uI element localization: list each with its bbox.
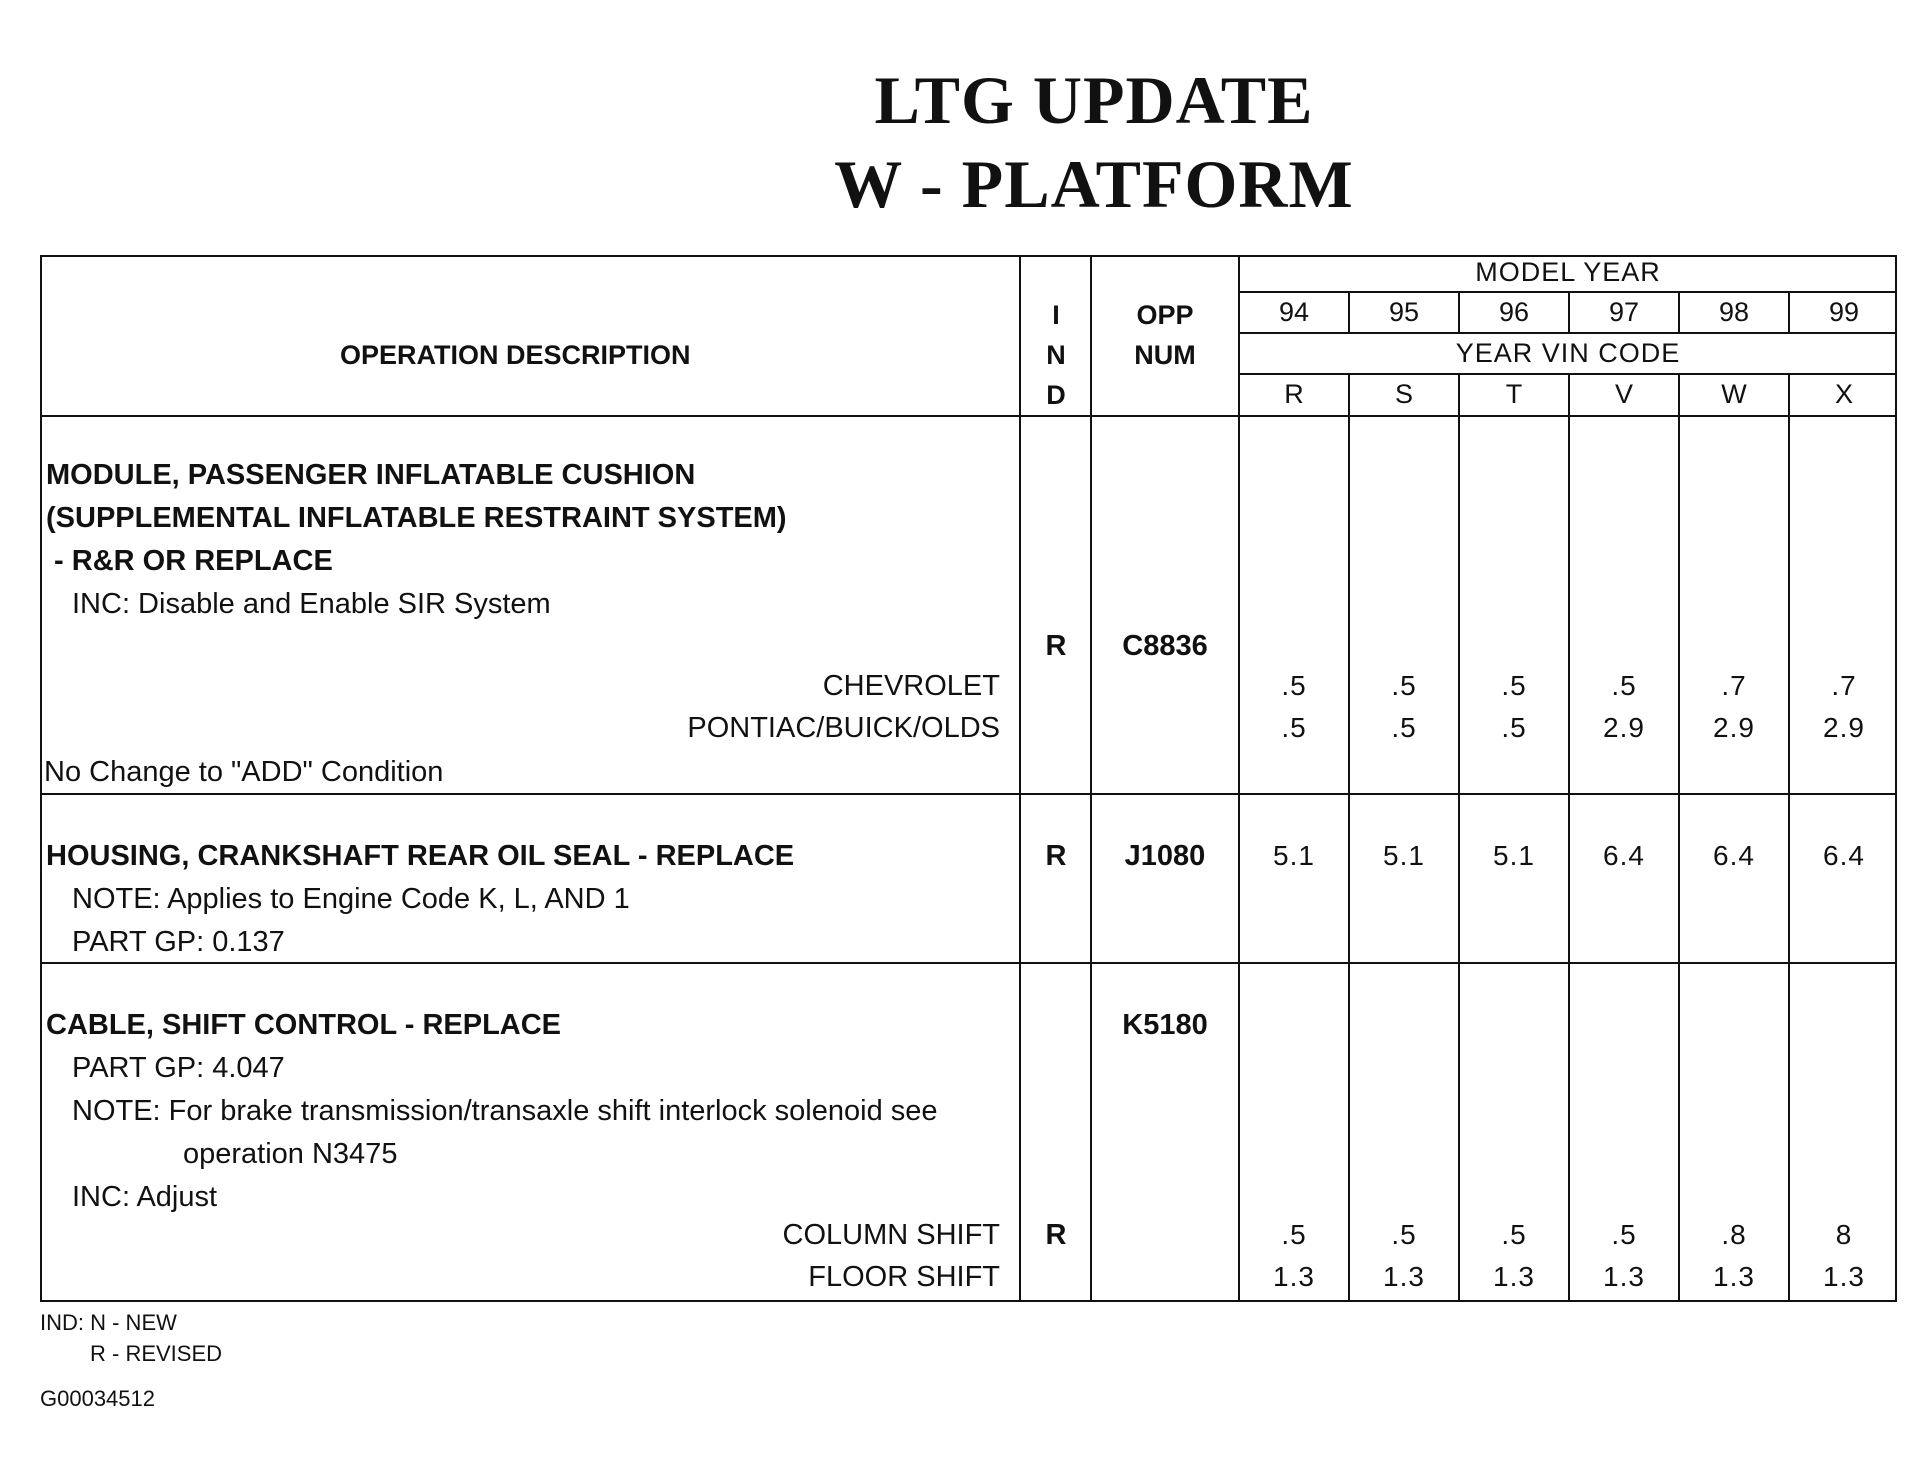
row2-value-95: 5.1 (1383, 840, 1425, 871)
row3-opp-num: K5180 (1122, 1009, 1208, 1041)
row1-sub2-value-94: .5 (1281, 712, 1307, 743)
row1-inc-note: INC: Disable and Enable SIR System (72, 588, 551, 620)
row3-sub1-value-95: .5 (1391, 1219, 1417, 1250)
row1-sub1-value-95: .5 (1391, 670, 1417, 701)
header-year-99: 99 (1828, 297, 1860, 327)
row2-value-96: 5.1 (1493, 840, 1535, 871)
row2-value-97: 6.4 (1603, 840, 1645, 871)
row2-opp-num: J1080 (1124, 840, 1206, 872)
header-year-98: 98 (1718, 297, 1750, 327)
row3-sub2-value-95: 1.3 (1383, 1261, 1425, 1292)
header-num: NUM (1134, 340, 1196, 370)
row1-sub2-value-96: .5 (1501, 712, 1527, 743)
row2-ind: R (1045, 840, 1067, 872)
row2-value-94: 5.1 (1273, 840, 1315, 871)
row1-sub1-value-96: .5 (1501, 670, 1527, 701)
header-year-95: 95 (1388, 297, 1420, 327)
row1-sub1-label: CHEVROLET (822, 670, 1000, 702)
header-model-year: MODEL YEAR (1475, 257, 1661, 287)
row1-sub1-value-98: .7 (1721, 670, 1747, 701)
row1-description-line2: (SUPPLEMENTAL INFLATABLE RESTRAINT SYSTEM) (46, 502, 787, 534)
row3-sub1-label: COLUMN SHIFT (782, 1219, 1000, 1251)
row2-part-gp: PART GP: 0.137 (72, 926, 285, 958)
row1-sub2-value-98: 2.9 (1713, 712, 1755, 743)
row1-description-line3: - R&R OR REPLACE (46, 545, 333, 577)
header-vin-r: R (1284, 379, 1304, 409)
row3-sub1-value-96: .5 (1501, 1219, 1527, 1250)
page-subtitle: W - PLATFORM (834, 146, 1354, 222)
row3-sub1-value-94: .5 (1281, 1219, 1307, 1250)
header-vin-v: V (1614, 379, 1634, 409)
row3-sub2-value-99: 1.3 (1823, 1261, 1865, 1292)
header-year-vin-code: YEAR VIN CODE (1455, 338, 1681, 368)
row1-sub1-value-99: .7 (1831, 670, 1857, 701)
header-year-97: 97 (1608, 297, 1640, 327)
header-ind-letter-1: I (1052, 300, 1060, 330)
header-year-94: 94 (1278, 297, 1310, 327)
page-title: LTG UPDATE (874, 62, 1314, 138)
row3-description-line1: CABLE, SHIFT CONTROL - REPLACE (46, 1009, 562, 1041)
header-year-96: 96 (1498, 297, 1530, 327)
row2-value-98: 6.4 (1713, 840, 1755, 871)
header-vin-w: W (1721, 379, 1747, 409)
row3-sub1-value-99: 8 (1835, 1219, 1853, 1250)
footer-ind-legend-revised: R - REVISED (90, 1341, 223, 1366)
row1-opp-num: C8836 (1122, 630, 1208, 662)
row1-sub2-label: PONTIAC/BUICK/OLDS (687, 712, 1000, 744)
row1-add-condition-note: No Change to "ADD" Condition (44, 756, 444, 788)
row2-note: NOTE: Applies to Engine Code K, L, AND 1 (72, 883, 630, 915)
row2-description-line1: HOUSING, CRANKSHAFT REAR OIL SEAL - REPLACE (46, 840, 795, 872)
row1-sub1-value-97: .5 (1611, 670, 1637, 701)
header-operation-description: OPERATION DESCRIPTION (340, 340, 691, 370)
row3-inc-note: INC: Adjust (72, 1181, 218, 1213)
header-ind-letter-3: D (1046, 380, 1066, 410)
row3-note-continued: operation N3475 (183, 1138, 398, 1170)
row3-part-gp: PART GP: 4.047 (72, 1052, 285, 1084)
row3-sub2-value-97: 1.3 (1603, 1261, 1645, 1292)
row1-sub2-value-95: .5 (1391, 712, 1417, 743)
header-opp: OPP (1136, 300, 1194, 330)
row1-description-line1: MODULE, PASSENGER INFLATABLE CUSHION (46, 459, 696, 491)
row3-ind: R (1045, 1219, 1067, 1251)
header-vin-s: S (1394, 379, 1414, 409)
row3-note: NOTE: For brake transmission/transaxle shift interlock solenoid see (72, 1095, 938, 1127)
row3-sub2-label: FLOOR SHIFT (808, 1261, 1000, 1293)
row3-sub2-value-94: 1.3 (1273, 1261, 1315, 1292)
header-vin-x: X (1834, 379, 1854, 409)
row3-sub1-value-98: .8 (1721, 1219, 1747, 1250)
header-vin-t: T (1505, 379, 1523, 409)
row3-sub1-value-97: .5 (1611, 1219, 1637, 1250)
footer-ind-legend-new: IND: N - NEW (40, 1310, 177, 1335)
row1-sub2-value-97: 2.9 (1603, 712, 1645, 743)
row1-ind: R (1045, 630, 1067, 662)
footer-figure-code: G00034512 (40, 1386, 155, 1411)
row3-sub2-value-96: 1.3 (1493, 1261, 1535, 1292)
header-ind-letter-2: N (1046, 340, 1066, 370)
row1-sub2-value-99: 2.9 (1823, 712, 1865, 743)
row1-sub1-value-94: .5 (1281, 670, 1307, 701)
row3-sub2-value-98: 1.3 (1713, 1261, 1755, 1292)
row2-value-99: 6.4 (1823, 840, 1865, 871)
